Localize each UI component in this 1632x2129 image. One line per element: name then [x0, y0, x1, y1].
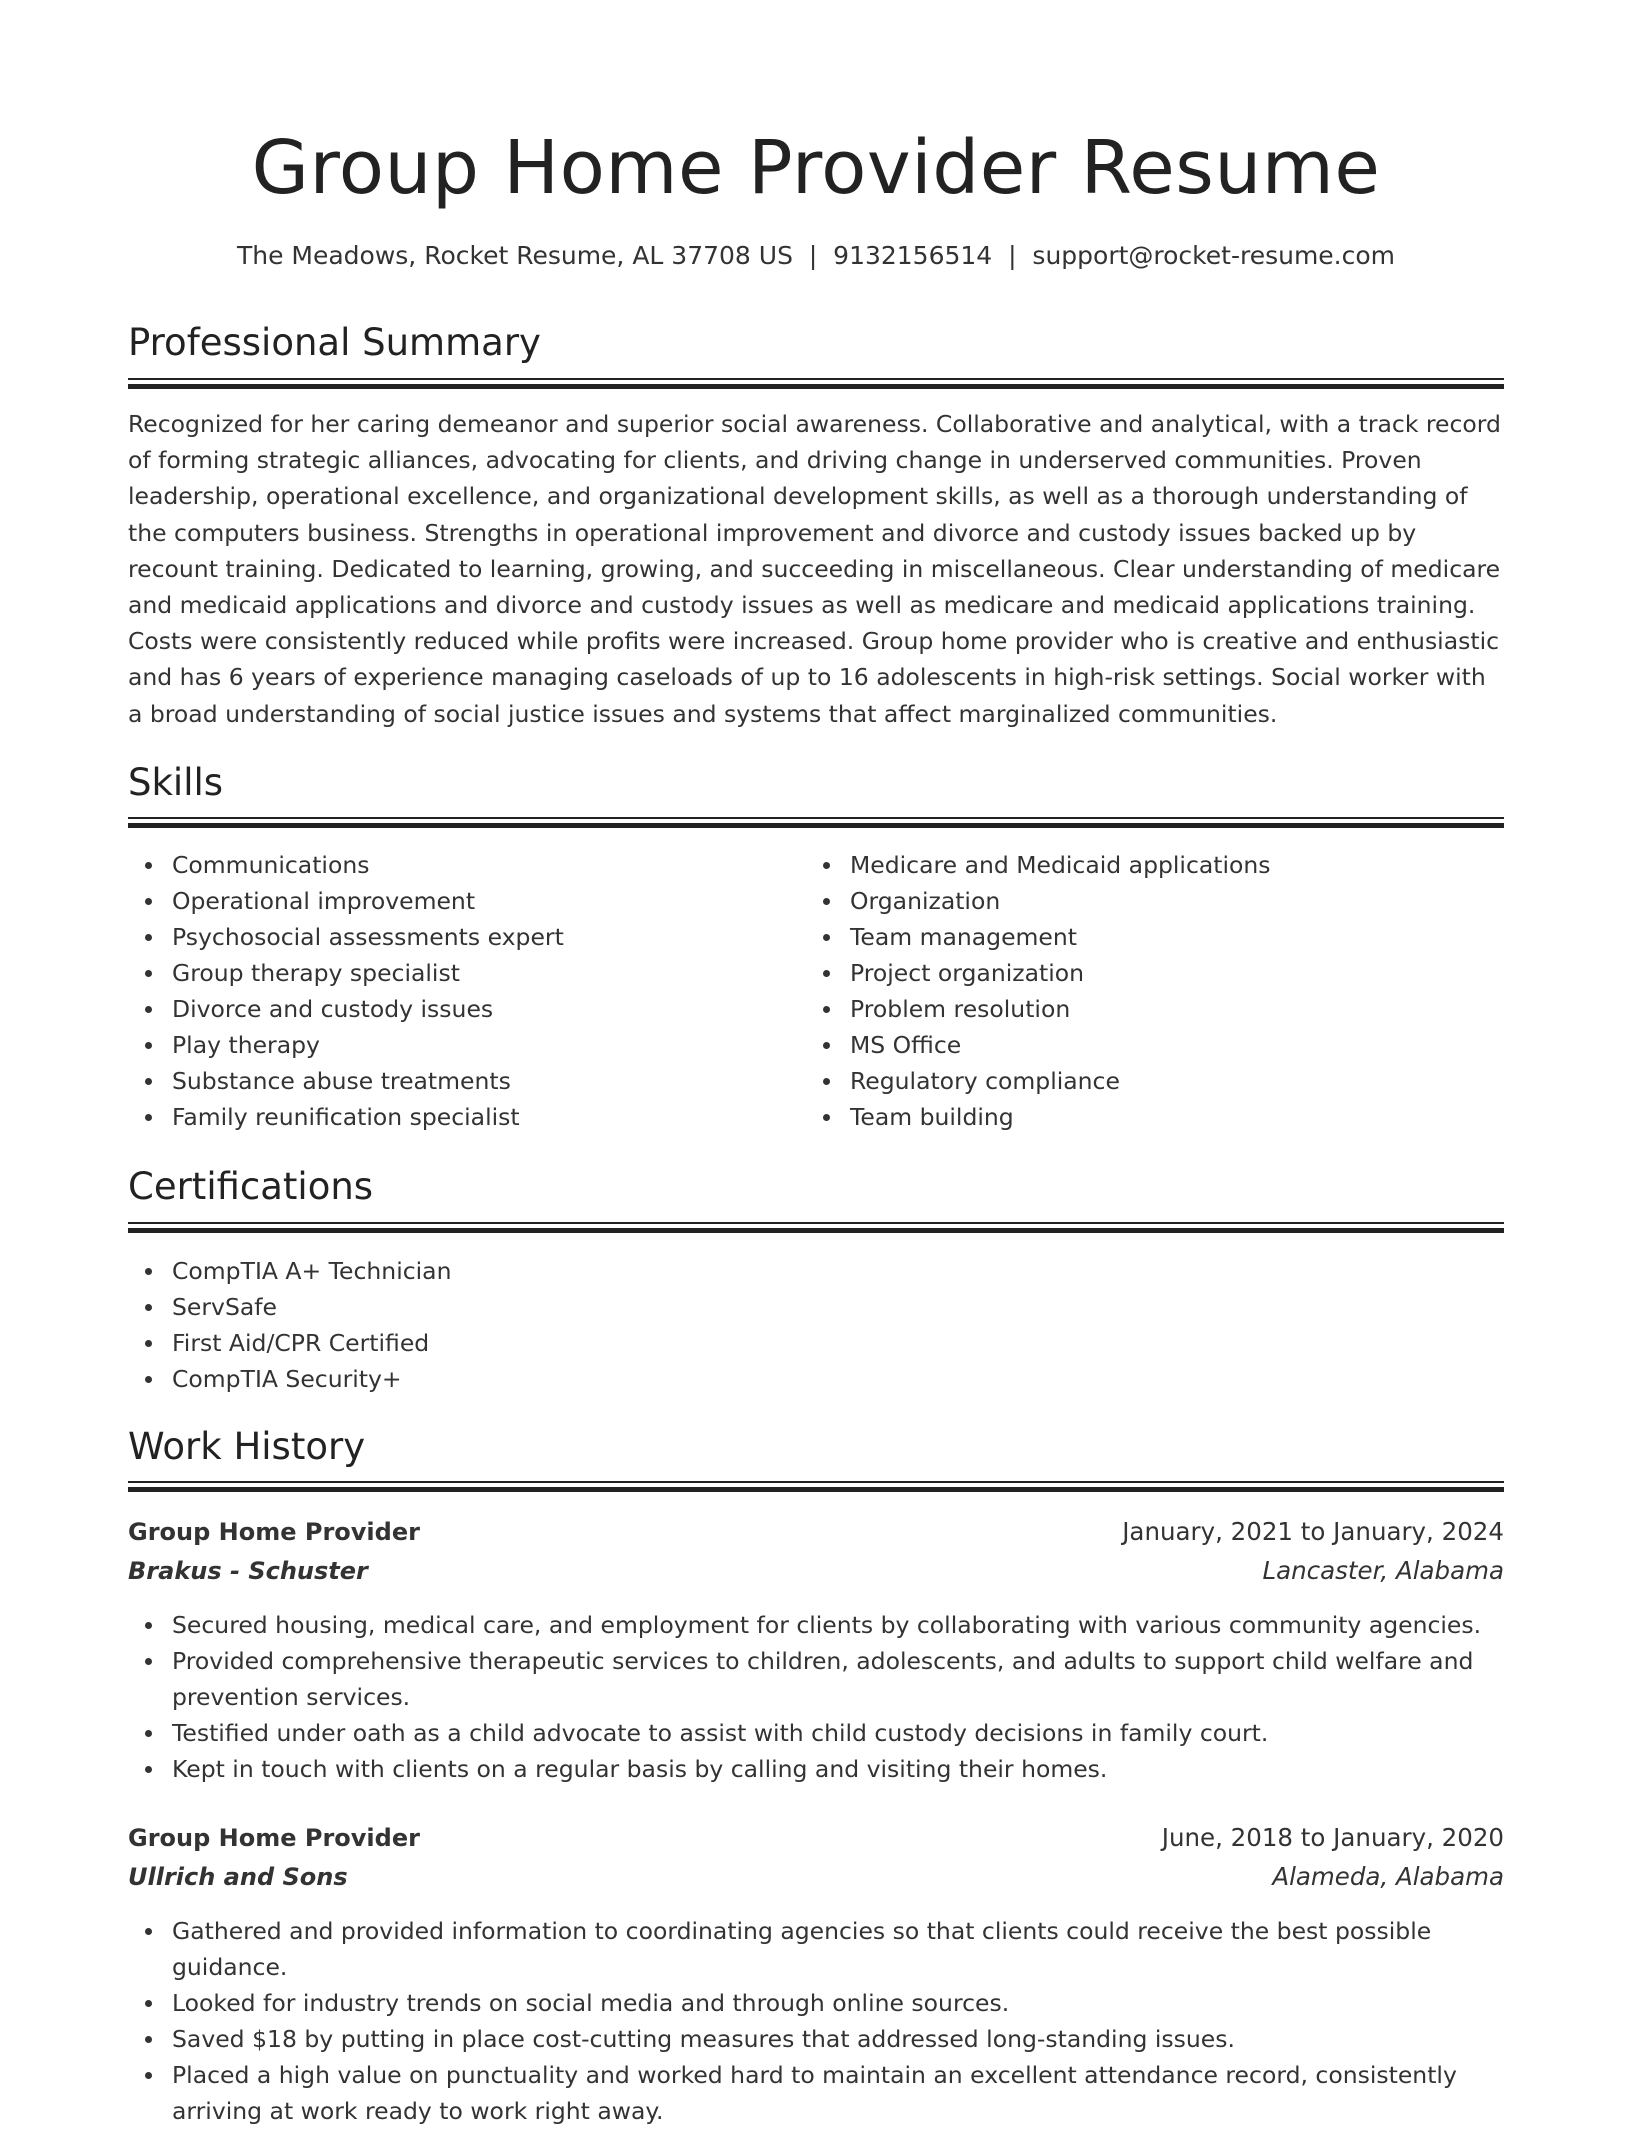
skill-item: Group therapy specialist	[172, 955, 812, 991]
job-dates: June, 2018 to January, 2020	[1161, 1823, 1504, 1852]
job-title: Group Home Provider	[128, 1824, 420, 1852]
contact-line: The Meadows, Rocket Resume, AL 37708 US | 9132156514 | support@rocket-resume.com	[236, 241, 1396, 270]
summary-text: Recognized for her caring demeanor and superior social awareness. Collaborative and analytical, with a track record of forming strategic alliances, advocating for clients, and driving change in underserved communities. Proven leadership, operational excellence, and organizational development skills, as well as a thorough understanding of the computers business. Strengths in operational improvement and divorce and custody issues backed up by recount training. Dedicated to learning, growing, and succeeding in miscellaneous. Clear understanding of medicare and medicaid applications and divorce and custody issues as well as medicare and medicaid applications training. Costs were consistently reduced while profits were increased. Group home provider who is creative and enthusiastic and has 6 years of experience managing caseloads of up to 16 adolescents in high-risk settings. Social worker with a broad understanding of social justice issues and systems that affect marginalized communities.	[128, 410, 1501, 728]
skill-item: Communications	[172, 847, 812, 883]
skill-item: Problem resolution	[850, 991, 1504, 1027]
skill-item: Regulatory compliance	[850, 1063, 1504, 1099]
certification-item: First Aid/CPR Certified	[172, 1325, 1504, 1361]
skill-item: Family reunification specialist	[172, 1099, 812, 1135]
job-bullet: Placed a high value on punctuality and worked hard to maintain an excellent attendance record, consistently arriving at work ready to work right away.	[172, 2057, 1504, 2129]
skills-list-right	[806, 847, 1504, 1135]
job-title: Group Home Provider	[128, 1518, 420, 1546]
section-heading-skills: Skills	[128, 761, 224, 804]
section-divider	[128, 1481, 1504, 1492]
section-heading-summary: Professional Summary	[128, 321, 541, 364]
skill-item: Substance abuse treatments	[172, 1063, 812, 1099]
certification-item: ServSafe	[172, 1289, 1504, 1325]
skill-item: Operational improvement	[172, 883, 812, 919]
skill-item: Psychosocial assessments expert	[172, 919, 812, 955]
certifications-list	[128, 1253, 1504, 1397]
job-bullet: Testified under oath as a child advocate to assist with child custody decisions in family court.	[172, 1715, 1504, 1751]
skill-item: Medicare and Medicaid applications	[850, 847, 1504, 883]
job-bullet: Looked for industry trends on social media and through online sources.	[172, 1985, 1504, 2021]
skill-item: Organization	[850, 883, 1504, 919]
job-bullets	[128, 1607, 1504, 1787]
section-heading-certifications: Certifications	[128, 1165, 374, 1208]
certification-item: CompTIA Security+	[172, 1361, 1504, 1397]
skill-item: Team building	[850, 1099, 1504, 1135]
skill-item: MS Office	[850, 1027, 1504, 1063]
job-bullet: Secured housing, medical care, and employment for clients by collaborating with various community agencies.	[172, 1607, 1504, 1643]
job-location: Lancaster, Alabama	[1262, 1556, 1504, 1585]
section-divider	[128, 1222, 1504, 1233]
job-bullet: Saved $18 by putting in place cost-cutting measures that addressed long-standing issues.	[172, 2021, 1504, 2057]
job-bullet: Gathered and provided information to coordinating agencies so that clients could receive the best possible guidance.	[172, 1913, 1504, 1985]
job-dates: January, 2021 to January, 2024	[1122, 1517, 1504, 1546]
skill-item: Play therapy	[172, 1027, 812, 1063]
resume-title: Group Home Provider Resume	[251, 125, 1381, 211]
job-company: Ullrich and Sons	[128, 1863, 348, 1891]
job-company: Brakus - Schuster	[128, 1557, 368, 1585]
section-divider	[128, 378, 1504, 389]
job-location: Alameda, Alabama	[1272, 1862, 1504, 1891]
job-bullet: Provided comprehensive therapeutic services to children, adolescents, and adults to support child welfare and prevention services.	[172, 1643, 1504, 1715]
skill-item: Team management	[850, 919, 1504, 955]
skills-list-left	[128, 847, 812, 1135]
skill-item: Divorce and custody issues	[172, 991, 812, 1027]
section-heading-work-history: Work History	[128, 1425, 366, 1468]
job-bullets	[128, 1913, 1504, 2129]
certification-item: CompTIA A+ Technician	[172, 1253, 1504, 1289]
section-divider	[128, 817, 1504, 828]
skill-item: Project organization	[850, 955, 1504, 991]
job-bullet: Kept in touch with clients on a regular basis by calling and visiting their homes.	[172, 1751, 1504, 1787]
